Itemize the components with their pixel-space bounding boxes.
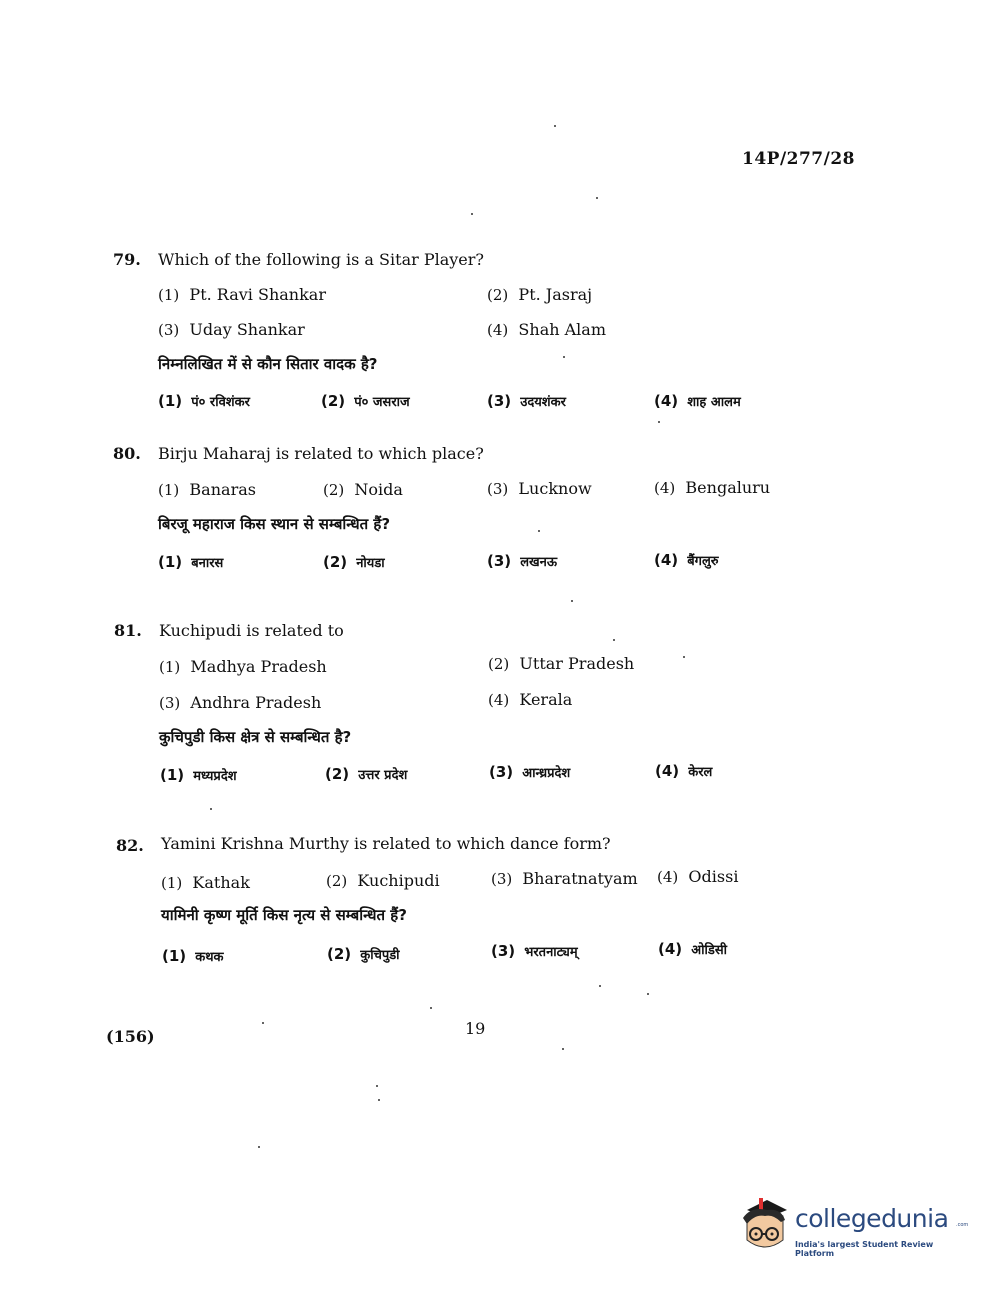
scan-speck <box>563 356 565 358</box>
option-text: उदयशंकर <box>520 395 566 410</box>
question-81-number: 81. <box>114 621 142 640</box>
q79-hindi-option-1 <box>158 392 250 410</box>
option-number: (2) <box>325 765 350 783</box>
brand-name: collegedunia <box>795 1204 949 1233</box>
q82-hindi-option-1 <box>162 947 224 965</box>
option-number: (4) <box>654 392 679 410</box>
option-text: Banaras <box>189 480 256 499</box>
question-79-text: Which of the following is a Sitar Player? <box>158 250 484 269</box>
q80-hindi-option-4 <box>654 551 719 569</box>
scan-speck <box>683 656 685 658</box>
option-number: (2) <box>487 286 509 304</box>
q81-hindi-option-3 <box>489 763 570 781</box>
option-text: Bengaluru <box>685 478 771 497</box>
scan-speck <box>571 600 573 602</box>
option-text: पं० रविशंकर <box>191 395 250 410</box>
option-number: (1) <box>158 481 180 499</box>
option-number: (4) <box>488 691 510 709</box>
q79-hindi-option-2 <box>321 392 410 410</box>
option-text: बनारस <box>191 556 224 571</box>
scan-speck <box>430 1007 432 1009</box>
paper-code: 14P/277/28 <box>742 149 856 169</box>
brand-tagline: India's largest Student Review Platform <box>795 1240 934 1258</box>
option-number: (3) <box>491 870 513 888</box>
option-text: ओडिसी <box>691 943 727 958</box>
question-82-text: Yamini Krishna Murthy is related to which dance form? <box>161 834 611 853</box>
option-number: (3) <box>491 942 516 960</box>
option-number: (2) <box>323 553 348 571</box>
brand-domain: .com <box>956 1222 969 1228</box>
q79-hindi-option-4 <box>654 392 741 410</box>
q81-option-2 <box>488 654 634 673</box>
q79-hindi-option-3 <box>487 392 566 410</box>
option-text: Uttar Pradesh <box>519 654 635 673</box>
option-text: Lucknow <box>518 479 592 498</box>
option-text: Kuchipudi <box>357 871 440 890</box>
scan-speck <box>538 530 540 532</box>
option-number: (2) <box>326 872 348 890</box>
q80-option-1 <box>158 480 256 499</box>
q80-hindi-option-1 <box>158 553 223 571</box>
option-number: (1) <box>158 553 183 571</box>
option-number: (4) <box>487 321 509 339</box>
option-text: Bharatnatyam <box>522 869 638 888</box>
option-text: Pt. Jasraj <box>518 285 593 304</box>
option-number: (1) <box>158 392 183 410</box>
scan-speck <box>599 985 601 987</box>
option-number: (3) <box>159 694 181 712</box>
option-text: उत्तर प्रदेश <box>358 768 408 783</box>
option-text: पं० जसराज <box>354 395 410 410</box>
question-80-text: Birju Maharaj is related to which place? <box>158 444 484 463</box>
option-text: आन्ध्रप्रदेश <box>522 766 571 781</box>
option-text: Noida <box>354 480 403 499</box>
option-number: (1) <box>160 766 185 784</box>
option-text: भरतनाट्यम् <box>524 945 578 960</box>
question-82-number: 82. <box>116 836 144 855</box>
option-number: (4) <box>654 551 679 569</box>
option-text: Uday Shankar <box>189 320 305 339</box>
scan-speck <box>258 1146 260 1148</box>
option-number: (3) <box>158 321 180 339</box>
q82-option-4 <box>657 867 738 886</box>
q80-hindi-option-3 <box>487 552 557 570</box>
q81-option-3 <box>159 693 321 712</box>
question-79-number: 79. <box>113 250 141 269</box>
scan-speck <box>562 1048 564 1050</box>
scan-speck <box>378 1099 380 1101</box>
question-81-text: Kuchipudi is related to <box>159 621 344 640</box>
mascot-icon <box>737 1196 793 1258</box>
question-79-hindi-text: निम्नलिखित में से कौन सितार वादक है? <box>158 355 378 373</box>
collegedunia-watermark <box>737 1196 967 1258</box>
q79-option-3 <box>158 320 305 339</box>
option-number: (2) <box>321 392 346 410</box>
scan-speck <box>554 125 556 127</box>
scan-speck <box>471 213 473 215</box>
option-text: Andhra Pradesh <box>190 693 322 712</box>
q82-hindi-option-4 <box>658 940 727 958</box>
q80-option-2 <box>323 480 403 499</box>
q79-option-4 <box>487 320 606 339</box>
option-text: Kathak <box>192 873 250 892</box>
q80-option-4 <box>654 478 770 497</box>
option-text: Pt. Ravi Shankar <box>189 285 326 304</box>
q82-option-3 <box>491 869 638 888</box>
scan-speck <box>596 197 598 199</box>
option-number: (3) <box>487 480 509 498</box>
question-80-number: 80. <box>113 444 141 463</box>
scan-speck <box>658 421 660 423</box>
option-text: Shah Alam <box>518 320 606 339</box>
q79-option-1 <box>158 285 326 304</box>
q80-option-3 <box>487 479 592 498</box>
option-number: (2) <box>488 655 510 673</box>
q82-hindi-option-2 <box>327 945 400 963</box>
question-81-hindi-text: कुचिपुडी किस क्षेत्र से सम्बन्धित है? <box>159 728 352 746</box>
scan-speck <box>613 639 615 641</box>
option-number: (1) <box>162 947 187 965</box>
scan-speck <box>262 1022 264 1024</box>
question-80-hindi-text: बिरजू महाराज किस स्थान से सम्बन्धित हैं? <box>158 515 391 533</box>
q79-option-2 <box>487 285 592 304</box>
option-text: शाह आलम <box>687 395 741 410</box>
option-text: लखनऊ <box>520 555 558 570</box>
option-text: नोयडा <box>356 556 385 571</box>
scan-speck <box>376 1085 378 1087</box>
option-number: (4) <box>657 868 679 886</box>
option-number: (3) <box>487 392 512 410</box>
page-number: 19 <box>465 1019 486 1038</box>
option-number: (1) <box>158 286 180 304</box>
option-text: Odissi <box>688 867 739 886</box>
option-number: (3) <box>489 763 514 781</box>
q82-option-2 <box>326 871 440 890</box>
q81-hindi-option-4 <box>655 762 712 780</box>
option-text: कुचिपुडी <box>360 948 400 963</box>
option-number: (4) <box>654 479 676 497</box>
option-number: (1) <box>161 874 183 892</box>
option-number: (3) <box>487 552 512 570</box>
q81-option-4 <box>488 690 572 709</box>
option-number: (4) <box>655 762 680 780</box>
scan-speck <box>210 808 212 810</box>
option-number: (2) <box>323 481 345 499</box>
option-number: (2) <box>327 945 352 963</box>
option-text: मध्यप्रदेश <box>193 769 237 784</box>
q82-option-1 <box>161 873 250 892</box>
option-text: Kerala <box>519 690 573 709</box>
q81-option-1 <box>159 657 327 676</box>
footer-code: (156) <box>106 1027 155 1046</box>
q82-hindi-option-3 <box>491 942 578 960</box>
scan-speck <box>647 993 649 995</box>
option-number: (1) <box>159 658 181 676</box>
option-text: बैंगलुरु <box>687 554 719 569</box>
option-text: Madhya Pradesh <box>190 657 327 676</box>
q81-hindi-option-2 <box>325 765 407 783</box>
q81-hindi-option-1 <box>160 766 237 784</box>
option-text: कथक <box>195 950 224 965</box>
option-number: (4) <box>658 940 683 958</box>
question-82-hindi-text: यामिनी कृष्ण मूर्ति किस नृत्य से सम्बन्धित हैं? <box>161 906 407 924</box>
q80-hindi-option-2 <box>323 553 385 571</box>
option-text: केरल <box>688 765 713 780</box>
